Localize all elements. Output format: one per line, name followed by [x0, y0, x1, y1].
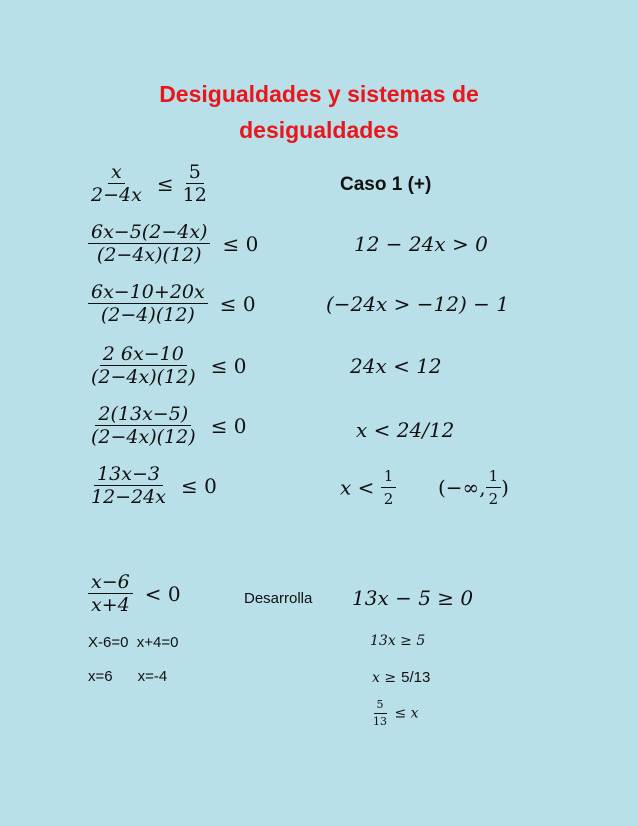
relation: ≤ 0: [219, 291, 256, 316]
left-step-3: [88, 282, 256, 325]
solution-lhs: x <: [340, 475, 375, 500]
caso-heading: Caso 1 (+): [340, 174, 432, 195]
desarrolla-step-1: 13x ≥ 5: [370, 633, 426, 649]
desarrolla-expression: 13x − 5 ≥ 0: [352, 586, 474, 610]
desarrolla-label: Desarrolla: [244, 590, 313, 607]
relation: ≤ 0: [181, 473, 217, 498]
denominator: (2−4)(12): [100, 304, 195, 326]
rhs-denominator: 12: [182, 184, 207, 206]
rhs-numerator: 5: [186, 162, 204, 184]
relation: ≤ 0: [210, 353, 247, 378]
left-step-5: [88, 404, 247, 447]
denominator: (2−4x)(12): [96, 244, 202, 266]
right-step-4: x < 24/12: [356, 418, 455, 442]
title-line-2: desigualdades: [239, 117, 399, 143]
right-step-5: [340, 466, 396, 509]
denominator: (2−4x)(12): [91, 366, 196, 388]
solution-denominator: 2: [383, 490, 394, 508]
roots-line: X-6=0 x+4=0: [88, 634, 179, 651]
denominator: 12−24x: [91, 486, 166, 508]
left-step-4: [88, 344, 247, 387]
relation: ≤ 0: [210, 413, 247, 438]
interval-open: (−∞,: [438, 475, 486, 500]
step2-rhs: 5/13: [401, 669, 431, 686]
step3-relation: ≤ x: [394, 705, 419, 722]
interval-denominator: 2: [488, 490, 499, 508]
interval-numerator: 1: [486, 466, 502, 488]
numerator: 2 6x−10: [100, 344, 187, 366]
denominator: 2−4x: [91, 184, 142, 206]
desarrolla-step-3: [370, 698, 419, 729]
solution-numerator: 1: [381, 466, 397, 488]
left-step-2: [88, 222, 258, 265]
numerator: 6x−10+20x: [88, 282, 208, 304]
step2-lhs: x ≥: [372, 670, 397, 686]
right-step-1: 12 − 24x > 0: [354, 232, 488, 256]
numerator: x: [108, 162, 125, 184]
step3-numerator: 5: [374, 698, 387, 714]
numerator: 2(13x−5): [95, 404, 191, 426]
step3-denominator: 13: [373, 715, 387, 728]
title-line-1: Desigualdades y sistemas de: [159, 81, 479, 107]
numerator: 13x−3: [94, 464, 163, 486]
denominator: x+4: [91, 594, 130, 616]
desarrolla-step-2: [372, 667, 430, 686]
solution-interval: [438, 466, 509, 509]
numerator: x−6: [88, 572, 133, 594]
second-inequality: [88, 572, 181, 615]
left-step-1: [88, 162, 210, 205]
relation: < 0: [144, 581, 181, 606]
relation: ≤: [156, 171, 174, 196]
values-line: x=6 x=-4: [88, 668, 168, 685]
denominator: (2−4x)(12): [91, 426, 196, 448]
right-step-3: 24x < 12: [350, 354, 442, 378]
relation: ≤ 0: [222, 231, 259, 256]
left-step-6: [88, 464, 217, 507]
right-step-2: (−24x > −12) − 1: [326, 292, 509, 316]
interval-close: ): [501, 475, 509, 500]
page-title: [0, 76, 638, 148]
numerator: 6x−5(2−4x): [88, 222, 210, 244]
